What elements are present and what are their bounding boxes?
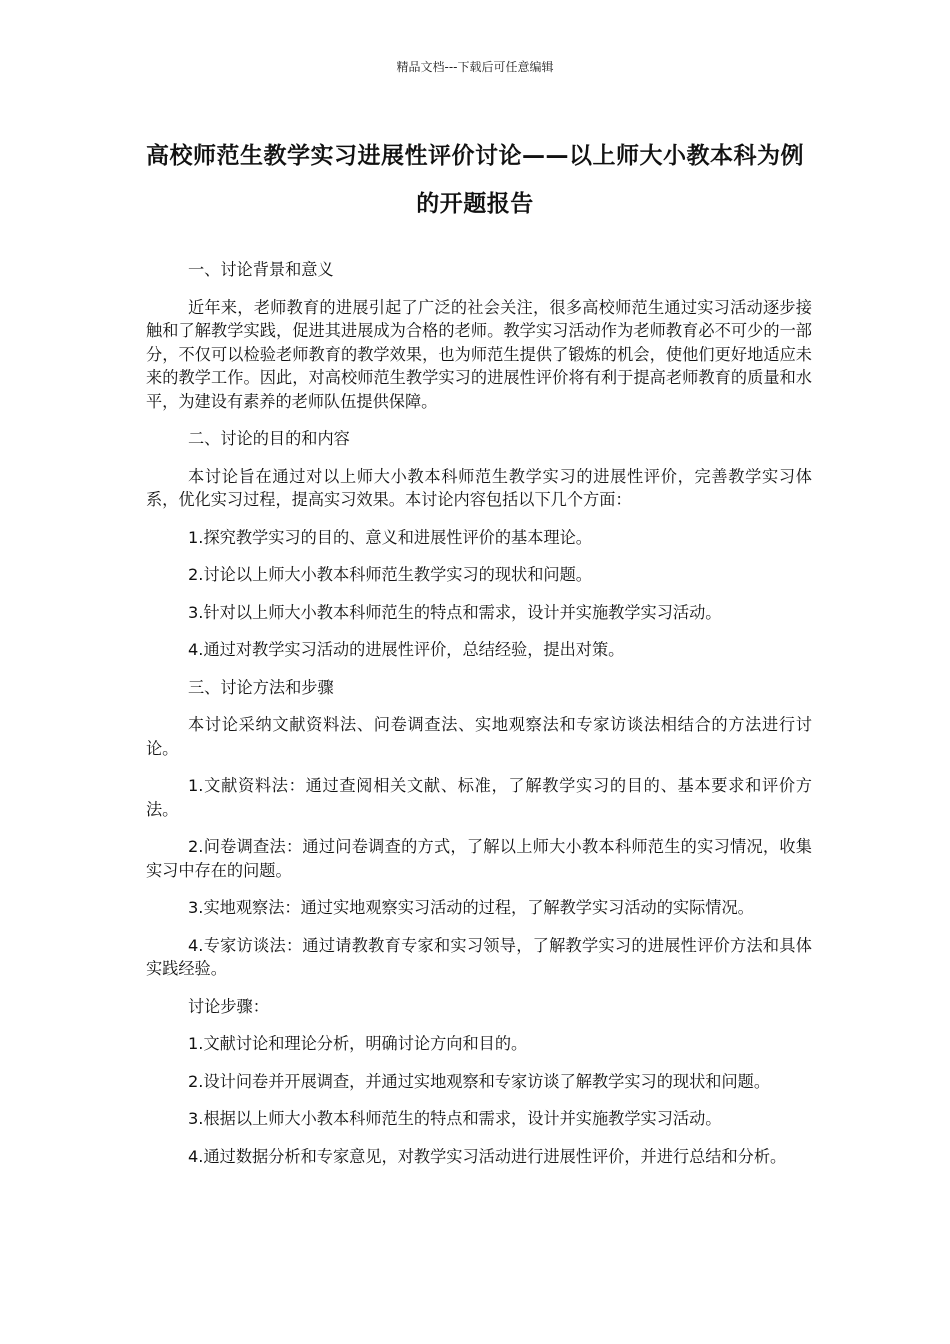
list-item: 2.问卷调查法：通过问卷调查的方式，了解以上师大小教本科师范生的实习情况，收集实习中存在的问题。 xyxy=(146,837,812,880)
list-item: 3.针对以上师大小教本科师范生的特点和需求，设计并实施教学实习活动。 xyxy=(188,602,722,622)
paragraph: 本讨论旨在通过对以上师大小教本科师范生教学实习的进展性评价，完善教学实习体系，优化实习过程，提高实习效果。本讨论内容包括以下几个方面： xyxy=(146,466,812,509)
paragraph: 近年来，老师教育的进展引起了广泛的社会关注，很多高校师范生通过实习活动逐步接触和了解教学实践，促进其进展成为合格的老师。教学实习活动作为老师教育必不可少的一部分，不仅可以检验老师教育的教学效果，也为师范生提供了锻炼的机会，使他们更好地适应未来的教学工作。因此，对高校师范生教学实习的进展性评价将有利于提高老师教育的质量和水平，为建设有素养的老师队伍提供保障。 xyxy=(146,297,812,411)
list-item: 4.通过数据分析和专家意见，对教学实习活动进行进展性评价，并进行总结和分析。 xyxy=(188,1146,787,1166)
list-item: 1.文献讨论和理论分析，明确讨论方向和目的。 xyxy=(188,1034,528,1053)
list-item: 1.探究教学实习的目的、意义和进展性评价的基本理论。 xyxy=(188,527,592,547)
section-heading: 三、讨论方法和步骤 xyxy=(188,677,334,697)
section-heading: 二、讨论的目的和内容 xyxy=(188,429,350,448)
subheading: 讨论步骤： xyxy=(188,996,269,1016)
list-item: 2.设计问卷并开展调查，并通过实地观察和专家访谈了解教学实习的现状和问题。 xyxy=(188,1071,771,1091)
page-header: 精品文档---下载后可任意编辑 xyxy=(396,60,554,74)
list-item: 3.实地观察法：通过实地观察实习活动的过程，了解教学实习活动的实际情况。 xyxy=(188,898,754,917)
document-title: 高校师范生教学实习进展性评价讨论——以上师大小教本科为例的开题报告 xyxy=(146,143,804,217)
section-heading: 一、讨论背景和意义 xyxy=(188,260,334,279)
list-item: 4.专家访谈法：通过请教教育专家和实习领导，了解教学实习的进展性评价方法和具体实践经验。 xyxy=(146,935,812,978)
document-body xyxy=(146,258,812,1182)
paragraph: 本讨论采纳文献资料法、问卷调查法、实地观察法和专家访谈法相结合的方法进行讨论。 xyxy=(146,715,812,758)
list-item: 1.文献资料法：通过查阅相关文献、标准，了解教学实习的目的、基本要求和评价方法。 xyxy=(146,776,812,819)
list-item: 4.通过对教学实习活动的进展性评价，总结经验，提出对策。 xyxy=(188,640,625,659)
list-item: 2.讨论以上师大小教本科师范生教学实习的现状和问题。 xyxy=(188,565,592,584)
list-item: 3.根据以上师大小教本科师范生的特点和需求，设计并实施教学实习活动。 xyxy=(188,1109,722,1128)
